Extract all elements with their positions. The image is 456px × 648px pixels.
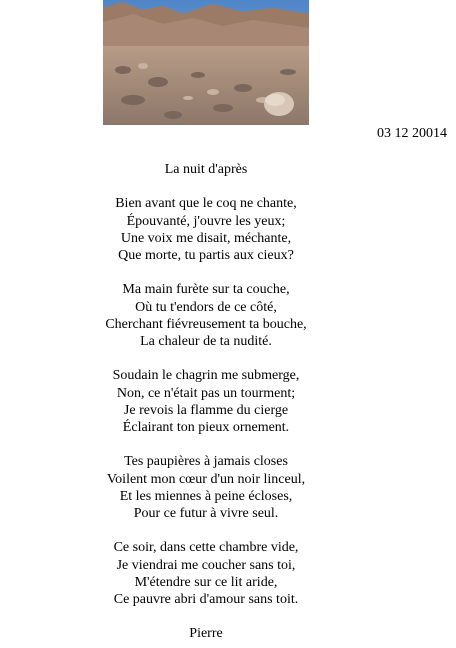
- poem-line: Ce pauvre abri d'amour sans toit.: [113, 592, 299, 607]
- stanza: [0, 367, 412, 436]
- poem-line: La chaleur de ta nudité.: [140, 334, 272, 349]
- poem-line: Ce soir, dans cette chambre vide,: [113, 540, 299, 556]
- poem-line: Bien avant que le coq ne chante,: [115, 196, 297, 212]
- poem: [0, 161, 412, 643]
- poem-line: Épouvanté, j'ouvre les yeux;: [126, 213, 286, 229]
- poem-line: Cherchant fiévreusement ta bouche,: [105, 316, 307, 332]
- poem-line: Soudain le chagrin me submerge,: [112, 368, 300, 384]
- stanza: [0, 453, 412, 522]
- stanza: [0, 195, 412, 264]
- poem-line: Non, ce n'était pas un tourment;: [116, 385, 296, 401]
- poem-line: Et les miennes à peine écloses,: [119, 488, 293, 504]
- poem-line: Je revois la flamme du cierge: [123, 402, 289, 418]
- poem-line: Éclairant ton pieux ornement.: [122, 420, 290, 435]
- poem-line: Une voix me disait, méchante,: [120, 230, 292, 246]
- poem-signature: Pierre: [189, 626, 223, 642]
- poem-line: Où tu t'endors de ce côté,: [135, 299, 277, 315]
- poem-line: Que morte, tu partis aux cieux?: [118, 248, 294, 263]
- stanza: [0, 539, 412, 608]
- poem-line: Pour ce futur à vivre seul.: [133, 506, 279, 521]
- poem-date: 03 12 20014: [377, 126, 447, 141]
- poem-line: M'étendre sur ce lit aride,: [134, 574, 278, 590]
- poem-title: La nuit d'après: [164, 162, 248, 177]
- poem-line: Je viendrai me coucher sans toi,: [116, 557, 296, 573]
- poem-line: Voilent mon cœur d'un noir linceul,: [106, 471, 306, 487]
- stanza: [0, 281, 412, 350]
- desert-landscape-photo: [103, 0, 309, 125]
- poem-line: Ma main furète sur ta couche,: [122, 282, 290, 298]
- poem-line: Tes paupières à jamais closes: [124, 454, 288, 470]
